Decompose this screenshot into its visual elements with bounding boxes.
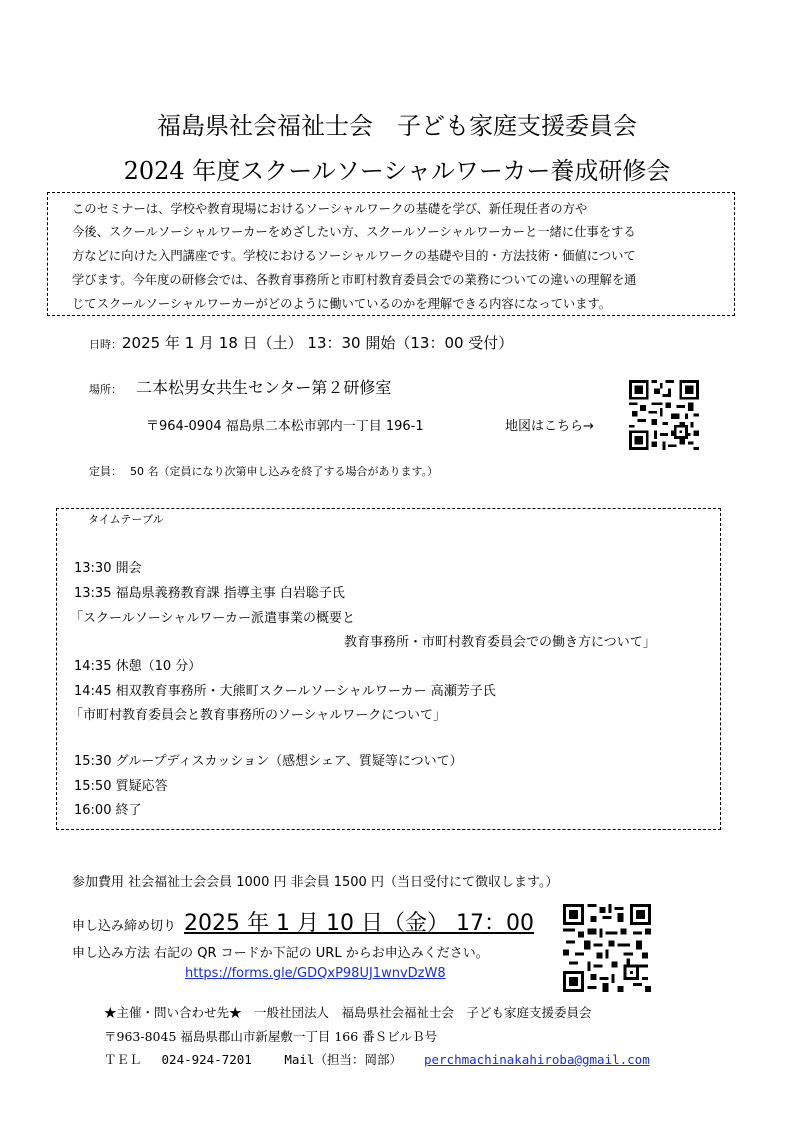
timetable-item: 15:50 質疑応答 bbox=[74, 779, 168, 794]
place-label: 場所： bbox=[89, 383, 122, 396]
date-value: 2025 年 1 月 18 日（土） 13：30 開始（13：00 受付） bbox=[122, 334, 514, 352]
intro-line: じてスクールソーシャルワーカーがどのように働いているのかを理解できる内容になっています。 bbox=[72, 297, 612, 311]
timetable-item: 14:35 休憩（10 分） bbox=[74, 659, 202, 674]
event-place bbox=[89, 375, 391, 398]
form-url-link[interactable]: https://forms.gle/GDQxP98UJ1wnvDzW8 bbox=[185, 966, 446, 981]
intro-line: 方などに向けた入門講座です。学校におけるソーシャルワークの基礎や目的・方法技術・価値について bbox=[72, 249, 636, 263]
event-address: 〒964-0904 福島県二本松市郭内一丁目 196-1 bbox=[146, 419, 424, 434]
timetable-item: 教育事務所・市町村教育委員会での働き方について」 bbox=[344, 635, 656, 650]
event-date bbox=[89, 332, 513, 353]
timetable-item: 14:45 相双教育事務所・大熊町スクールソーシャルワーカー 高瀬芳子氏 bbox=[74, 684, 496, 699]
deadline-label: 申し込み締め切り bbox=[72, 919, 177, 934]
intro-line: 学びます。今年度の研修会では、各教育事務所と市町村教育委員会での業務についての違いの理解を通 bbox=[72, 273, 637, 287]
timetable-item: 「スクールソーシャルワーカー派遣事業の概要と bbox=[70, 611, 355, 626]
date-label: 日時： bbox=[89, 338, 122, 351]
timetable-heading: タイムテーブル bbox=[88, 513, 164, 526]
apply-text: 申し込み方法 右記の QR コードか下記の URL からお申込みください。 bbox=[72, 946, 489, 961]
deadline-value: 2025 年 1 月 10 日（金） 17：00 bbox=[184, 911, 534, 936]
organizer-tel: ＴＥＬ 024-924-7201 Mail（担当：岡部） bbox=[104, 1052, 402, 1067]
intro-line: このセミナーは、学校や教育現場におけるソーシャルワークの基礎を学び、新任現任者の方や bbox=[72, 202, 588, 216]
event-capacity bbox=[89, 463, 438, 479]
deadline-row bbox=[72, 906, 534, 937]
map-link[interactable]: 地図はこちら→ bbox=[505, 419, 594, 434]
intro-line: 今後、スクールソーシャルワーカーをめざしたい方、スクールソーシャルワーカーと一緒に仕事をする bbox=[72, 225, 636, 239]
timetable-item: 15:30 グループディスカッション（感想シェア、質疑等について） bbox=[74, 754, 463, 769]
organizer-contact bbox=[104, 1050, 650, 1068]
timetable-item: 13:35 福島県義務教育課 指導主事 白岩聡子氏 bbox=[74, 586, 345, 601]
timetable-item: 「市町村教育委員会と教育事務所のソーシャルワークについて」 bbox=[70, 708, 446, 723]
fees-text: 参加費用 社会福祉士会会員 1000 円 非会員 1500 円（当日受付にて徴収します。） bbox=[72, 875, 559, 890]
organizer-email-link[interactable]: perchmachinakahiroba@gmail.com bbox=[423, 1052, 650, 1067]
form-qr-code-icon[interactable] bbox=[563, 904, 651, 992]
timetable-item: 13:30 開会 bbox=[74, 561, 142, 576]
capacity-value: 50 名（定員になり次第申し込みを終了する場合があります。） bbox=[130, 465, 439, 478]
map-qr-code-icon[interactable] bbox=[629, 380, 699, 450]
place-value: 二本松男女共生センター第２研修室 bbox=[136, 378, 392, 397]
organizer-address: 〒963-8045 福島県郡山市新屋敷一丁目 166 番ＳビルＢ号 bbox=[104, 1029, 438, 1044]
timetable-item: 16:00 終了 bbox=[74, 803, 142, 818]
capacity-label: 定員： bbox=[89, 465, 122, 478]
page-title: 福島県社会福祉士会 子ども家庭支援委員会 bbox=[157, 112, 637, 140]
organizer-line: ★主催・問い合わせ先★ 一般社団法人 福島県社会福祉士会 子ども家庭支援委員会 bbox=[104, 1005, 592, 1020]
page-subtitle: 2024 年度スクールソーシャルワーカー養成研修会 bbox=[123, 157, 671, 185]
